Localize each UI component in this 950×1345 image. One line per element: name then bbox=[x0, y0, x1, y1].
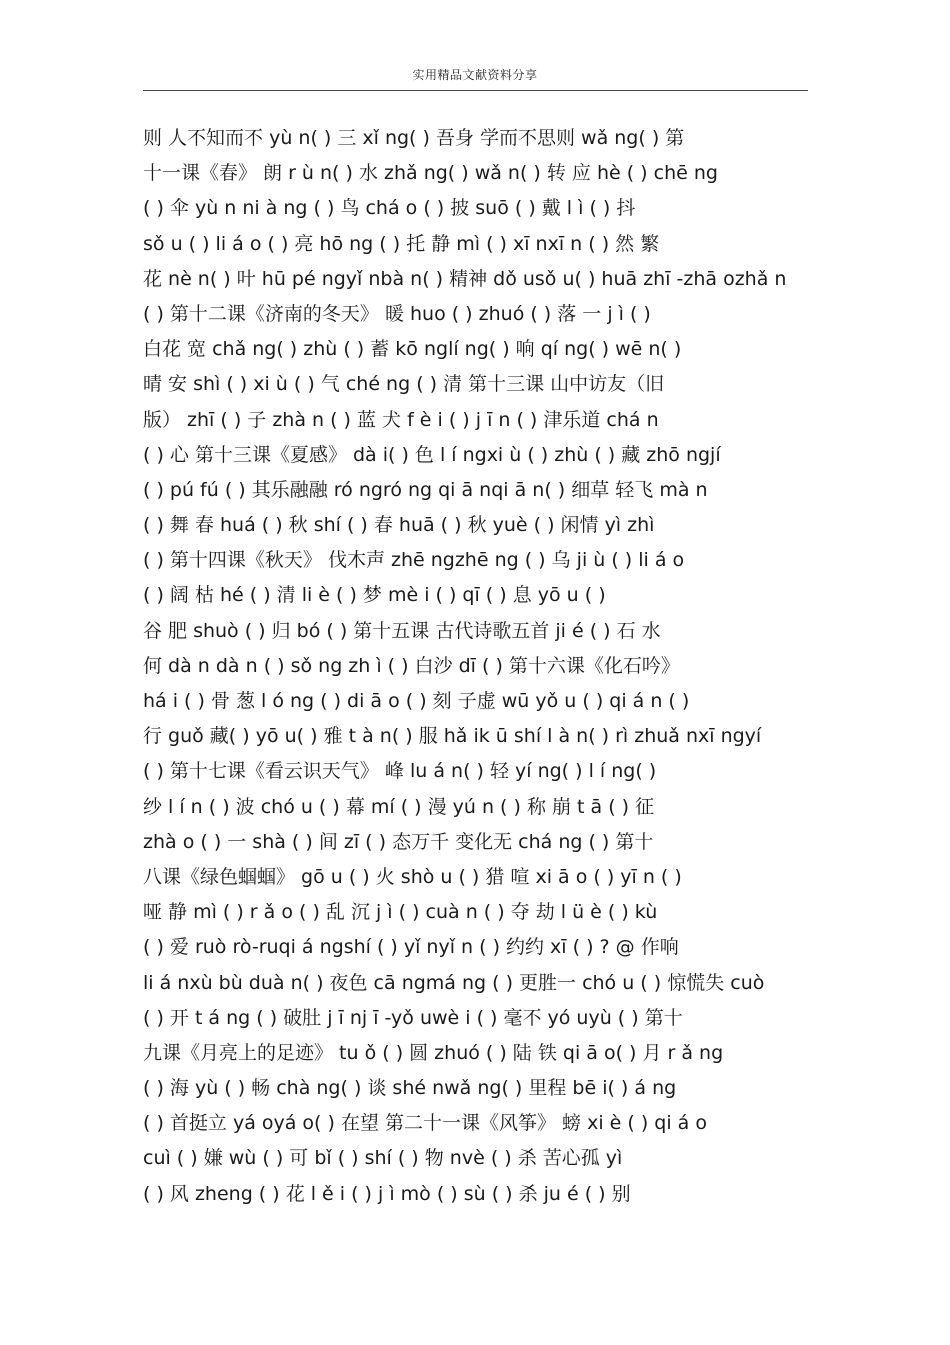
text-line: ( ) 第十七课《看云识天气》 峰 lu á n( ) 轻 yí ng( ) l í ng( ) bbox=[143, 760, 657, 783]
document-body bbox=[143, 121, 843, 1212]
text-line: 十一课《春》 朗 r ù n( ) 水 zhǎ ng( ) wǎ n( ) 转 应 hè ( ) chē ng bbox=[143, 162, 718, 185]
text-line: cuì ( ) 嫌 wù ( ) 可 bǐ ( ) shí ( ) 物 nvè ( ) 杀 苦心孤 yì bbox=[143, 1147, 623, 1170]
text-line: ( ) 舞 春 huá ( ) 秋 shí ( ) 春 huā ( ) 秋 yuè ( ) 闲情 yì zhì bbox=[143, 514, 655, 537]
text-line: 花 nè n( ) 叶 hū pé ngyǐ nbà n( ) 精神 dǒ usǒ u( ) huā zhī -zhā ozhǎ n bbox=[143, 267, 787, 290]
text-line: ( ) 海 yù ( ) 畅 chà ng( ) 谈 shé nwǎ ng( ) 里程 bē i( ) á ng bbox=[143, 1077, 677, 1100]
text-line: ( ) 伞 yù n ni à ng ( ) 鸟 chá o ( ) 披 suō ( ) 戴 l ì ( ) 抖 bbox=[143, 197, 636, 220]
text-line: li á nxù bù duà n( ) 夜色 cā ngmá ng ( ) 更胜一 chó u ( ) 惊慌失 cuò bbox=[143, 971, 765, 994]
text-line: 八课《绿色蝈蝈》 gō u ( ) 火 shò u ( ) 猎 喧 xi ā o ( ) yī n ( ) bbox=[143, 865, 682, 888]
text-line: ( ) 风 zheng ( ) 花 l ě i ( ) j ì mò ( ) sù ( ) 杀 ju é ( ) 别 bbox=[143, 1182, 631, 1205]
text-line: 九课《月亮上的足迹》 tu ǒ ( ) 圆 zhuó ( ) 陆 铁 qi ā o( ) 月 r ǎ ng bbox=[143, 1041, 724, 1064]
text-line: há i ( ) 骨 葱 l ó ng ( ) di ā o ( ) 刻 子虚 wū yǒ u ( ) qi á n ( ) bbox=[143, 690, 690, 712]
text-line: ( ) 第十四课《秋天》 伐木声 zhē ngzhē ng ( ) 乌 ji ù ( ) li á o bbox=[143, 549, 685, 572]
text-line: ( ) 首挺立 yá oyá o( ) 在望 第二十一课《风筝》 螃 xi è ( ) qi á o bbox=[143, 1112, 707, 1135]
text-line: 版） zhī ( ) 子 zhà n ( ) 蓝 犬 f è i ( ) j ī n ( ) 津乐道 chá n bbox=[143, 408, 659, 431]
text-line: ( ) 阔 枯 hé ( ) 清 li è ( ) 梦 mè i ( ) qī ( ) 息 yō u ( ) bbox=[143, 584, 606, 607]
page-header-title: 实用精品文献资料分享 bbox=[412, 68, 538, 82]
text-line: zhà o ( ) 一 shà ( ) 间 zī ( ) 态万千 变化无 chá ng ( ) 第十 bbox=[143, 830, 654, 853]
text-line: ( ) 心 第十三课《夏感》 dà i( ) 色 l í ngxi ù ( ) zhù ( ) 藏 zhō ngjí bbox=[143, 443, 721, 466]
text-line: 晴 安 shì ( ) xi ù ( ) 气 ché ng ( ) 清 第十三课 山中访友（旧 bbox=[143, 373, 665, 396]
text-line: 谷 肥 shuò ( ) 归 bó ( ) 第十五课 古代诗歌五首 ji é ( ) 石 水 bbox=[143, 619, 661, 642]
text-line: sǒ u ( ) li á o ( ) 亮 hō ng ( ) 托 静 mì ( ) xī nxī n ( ) 然 繁 bbox=[143, 232, 660, 255]
text-line: 白花 宽 chǎ ng( ) zhù ( ) 蓄 kō nglí ng( ) 响 qí ng( ) wē n( ) bbox=[143, 338, 682, 361]
text-line: 行 guǒ 藏( ) yō u( ) 雅 t à n( ) 服 hǎ ik ū shí l à n( ) rì zhuǎ nxī ngyí bbox=[143, 725, 762, 748]
text-line: ( ) 开 t á ng ( ) 破肚 j ī nj ī -yǒ uwè i ( ) 毫不 yó uyù ( ) 第十 bbox=[143, 1006, 683, 1029]
text-line: 何 dà n dà n ( ) sǒ ng zh ì ( ) 白沙 dī ( ) 第十六课《化石吟》 bbox=[143, 654, 680, 677]
text-line: ( ) 爱 ruò rò-ruqi á ngshí ( ) yǐ nyǐ n ( ) 约约 xī ( ) ? @ 作响 bbox=[143, 936, 679, 959]
header-divider bbox=[143, 90, 808, 91]
text-line: ( ) pú fú ( ) 其乐融融 ró ngró ng qi ā nqi ā n( ) 细草 轻飞 mà n bbox=[143, 478, 708, 501]
text-line: 则 人不知而不 yù n( ) 三 xǐ ng( ) 吾身 学而不思则 wǎ ng( ) 第 bbox=[143, 127, 685, 149]
text-line: 哑 静 mì ( ) r ǎ o ( ) 乱 沉 j ì ( ) cuà n ( ) 夺 劫 l ü è ( ) kù bbox=[143, 901, 658, 924]
text-line: 纱 l í n ( ) 波 chó u ( ) 幕 mí ( ) 漫 yú n ( ) 称 崩 t ā ( ) 征 bbox=[143, 795, 655, 818]
text-line: ( ) 第十二课《济南的冬天》 暖 huo ( ) zhuó ( ) 落 一 j ì ( ) bbox=[143, 302, 651, 325]
